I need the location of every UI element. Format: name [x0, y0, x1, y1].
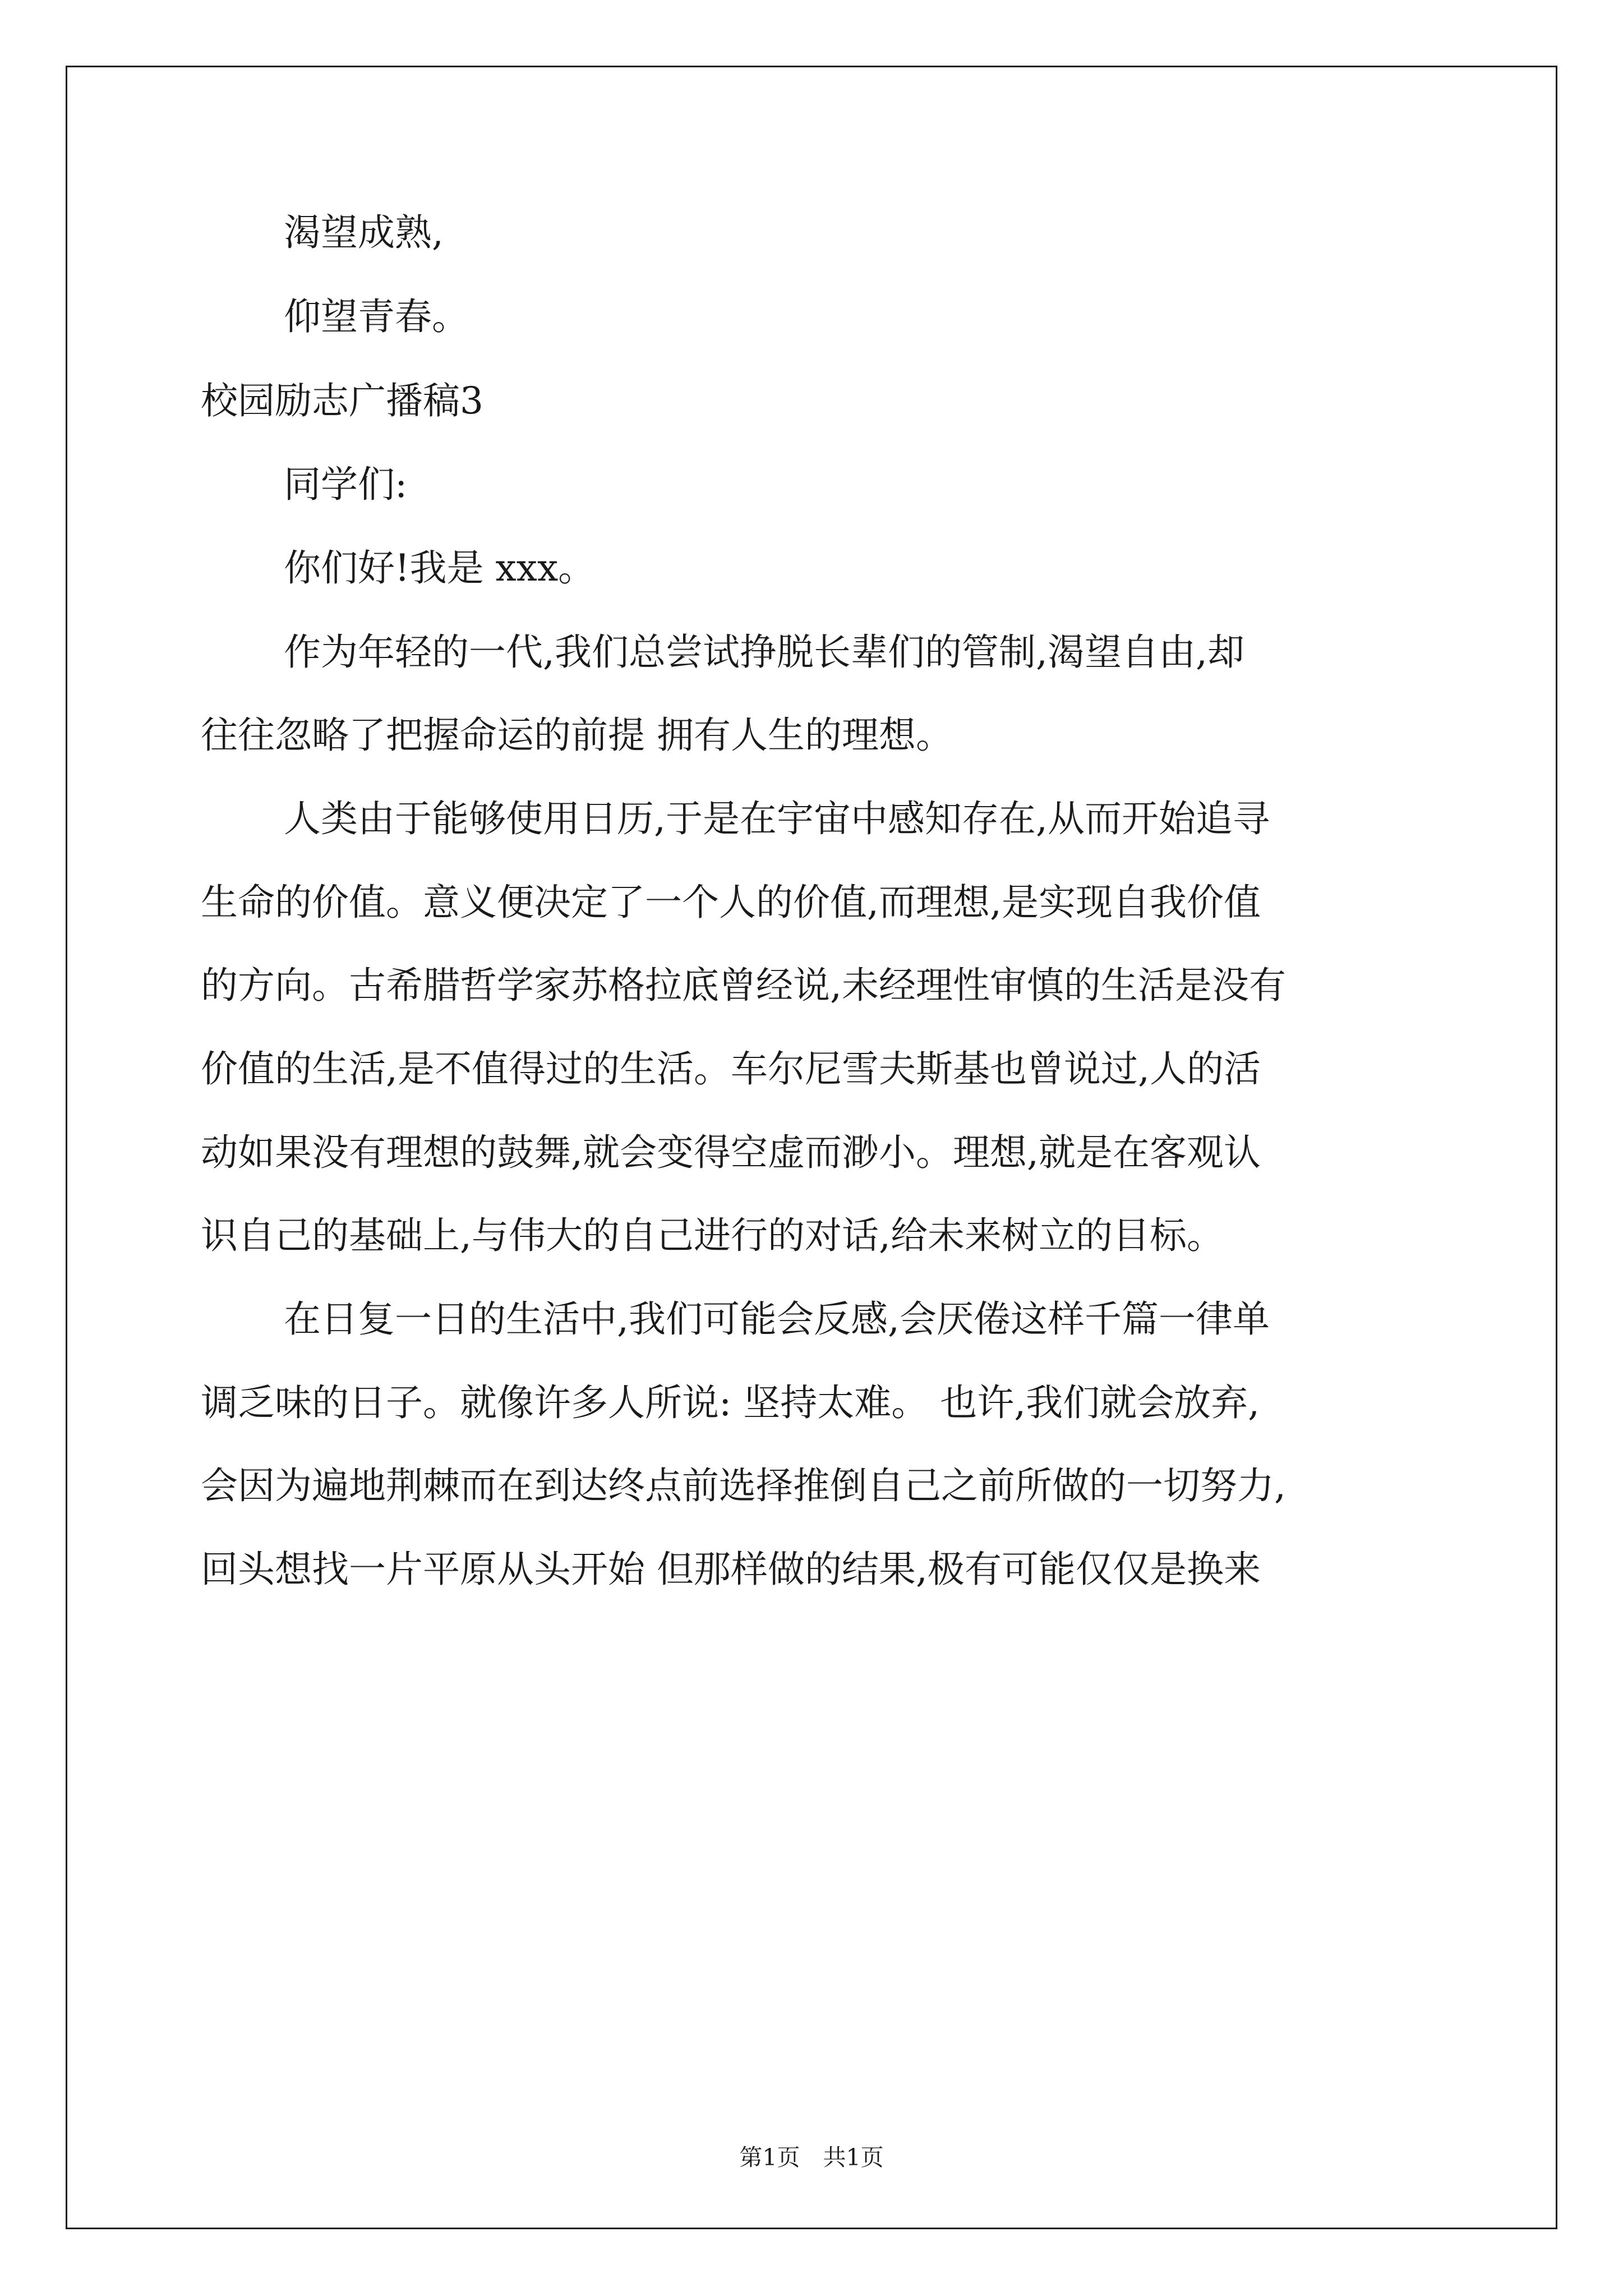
paragraph-line: 渴望成熟,	[284, 211, 444, 254]
paragraph-line: 在日复一日的生活中,我们可能会反感,会厌倦这样千篇一律单	[284, 1297, 1270, 1341]
paragraph-line: 作为年轻的一代,我们总尝试挣脱长辈们的管制,渴望自由,却	[284, 631, 1244, 674]
paragraph-line: 同学们:	[284, 463, 408, 506]
page-footer	[0, 2146, 1623, 2169]
paragraph-line: 价值的生活,是不值得过的生活。车尔尼雪夫斯基也曾说过,人的活	[201, 1047, 1261, 1091]
paragraph-line: 你们好!我是 xxx。	[284, 546, 596, 590]
paragraph-line: 会因为遍地荆棘而在到达终点前选择推倒自己之前所做的一切努力,	[201, 1464, 1286, 1507]
paragraph-line: 动如果没有理想的鼓舞,就会变得空虚而渺小。理想,就是在客观认	[201, 1131, 1261, 1174]
paragraph-line: 回头想找一片平原从头开始 但那样做的结果,极有可能仅仅是换来	[201, 1548, 1261, 1591]
paragraph-line: 识自己的基础上,与伟大的自己进行的对话,给未来树立的目标。	[201, 1214, 1224, 1257]
paragraph-line: 生命的价值。意义便决定了一个人的价值,而理想,是实现自我价值	[201, 881, 1261, 924]
paragraph-line: 的方向。古希腊哲学家苏格拉底曾经说,未经理性审慎的生活是没有	[201, 964, 1286, 1007]
section-title: 校园励志广播稿3	[201, 379, 483, 422]
paragraph-line: 仰望青春。	[284, 295, 469, 338]
page-number: 第1页	[739, 2144, 800, 2171]
paragraph-line: 调乏味的日子。就像许多人所说: 坚持太难。 也许,我们就会放弃,	[201, 1381, 1260, 1424]
paragraph-line: 人类由于能够使用日历,于是在宇宙中感知存在,从而开始追寻	[284, 797, 1270, 840]
paragraph-line: 往往忽略了把握命运的前提 拥有人生的理想。	[201, 714, 953, 757]
page-total: 共1页	[823, 2144, 884, 2171]
